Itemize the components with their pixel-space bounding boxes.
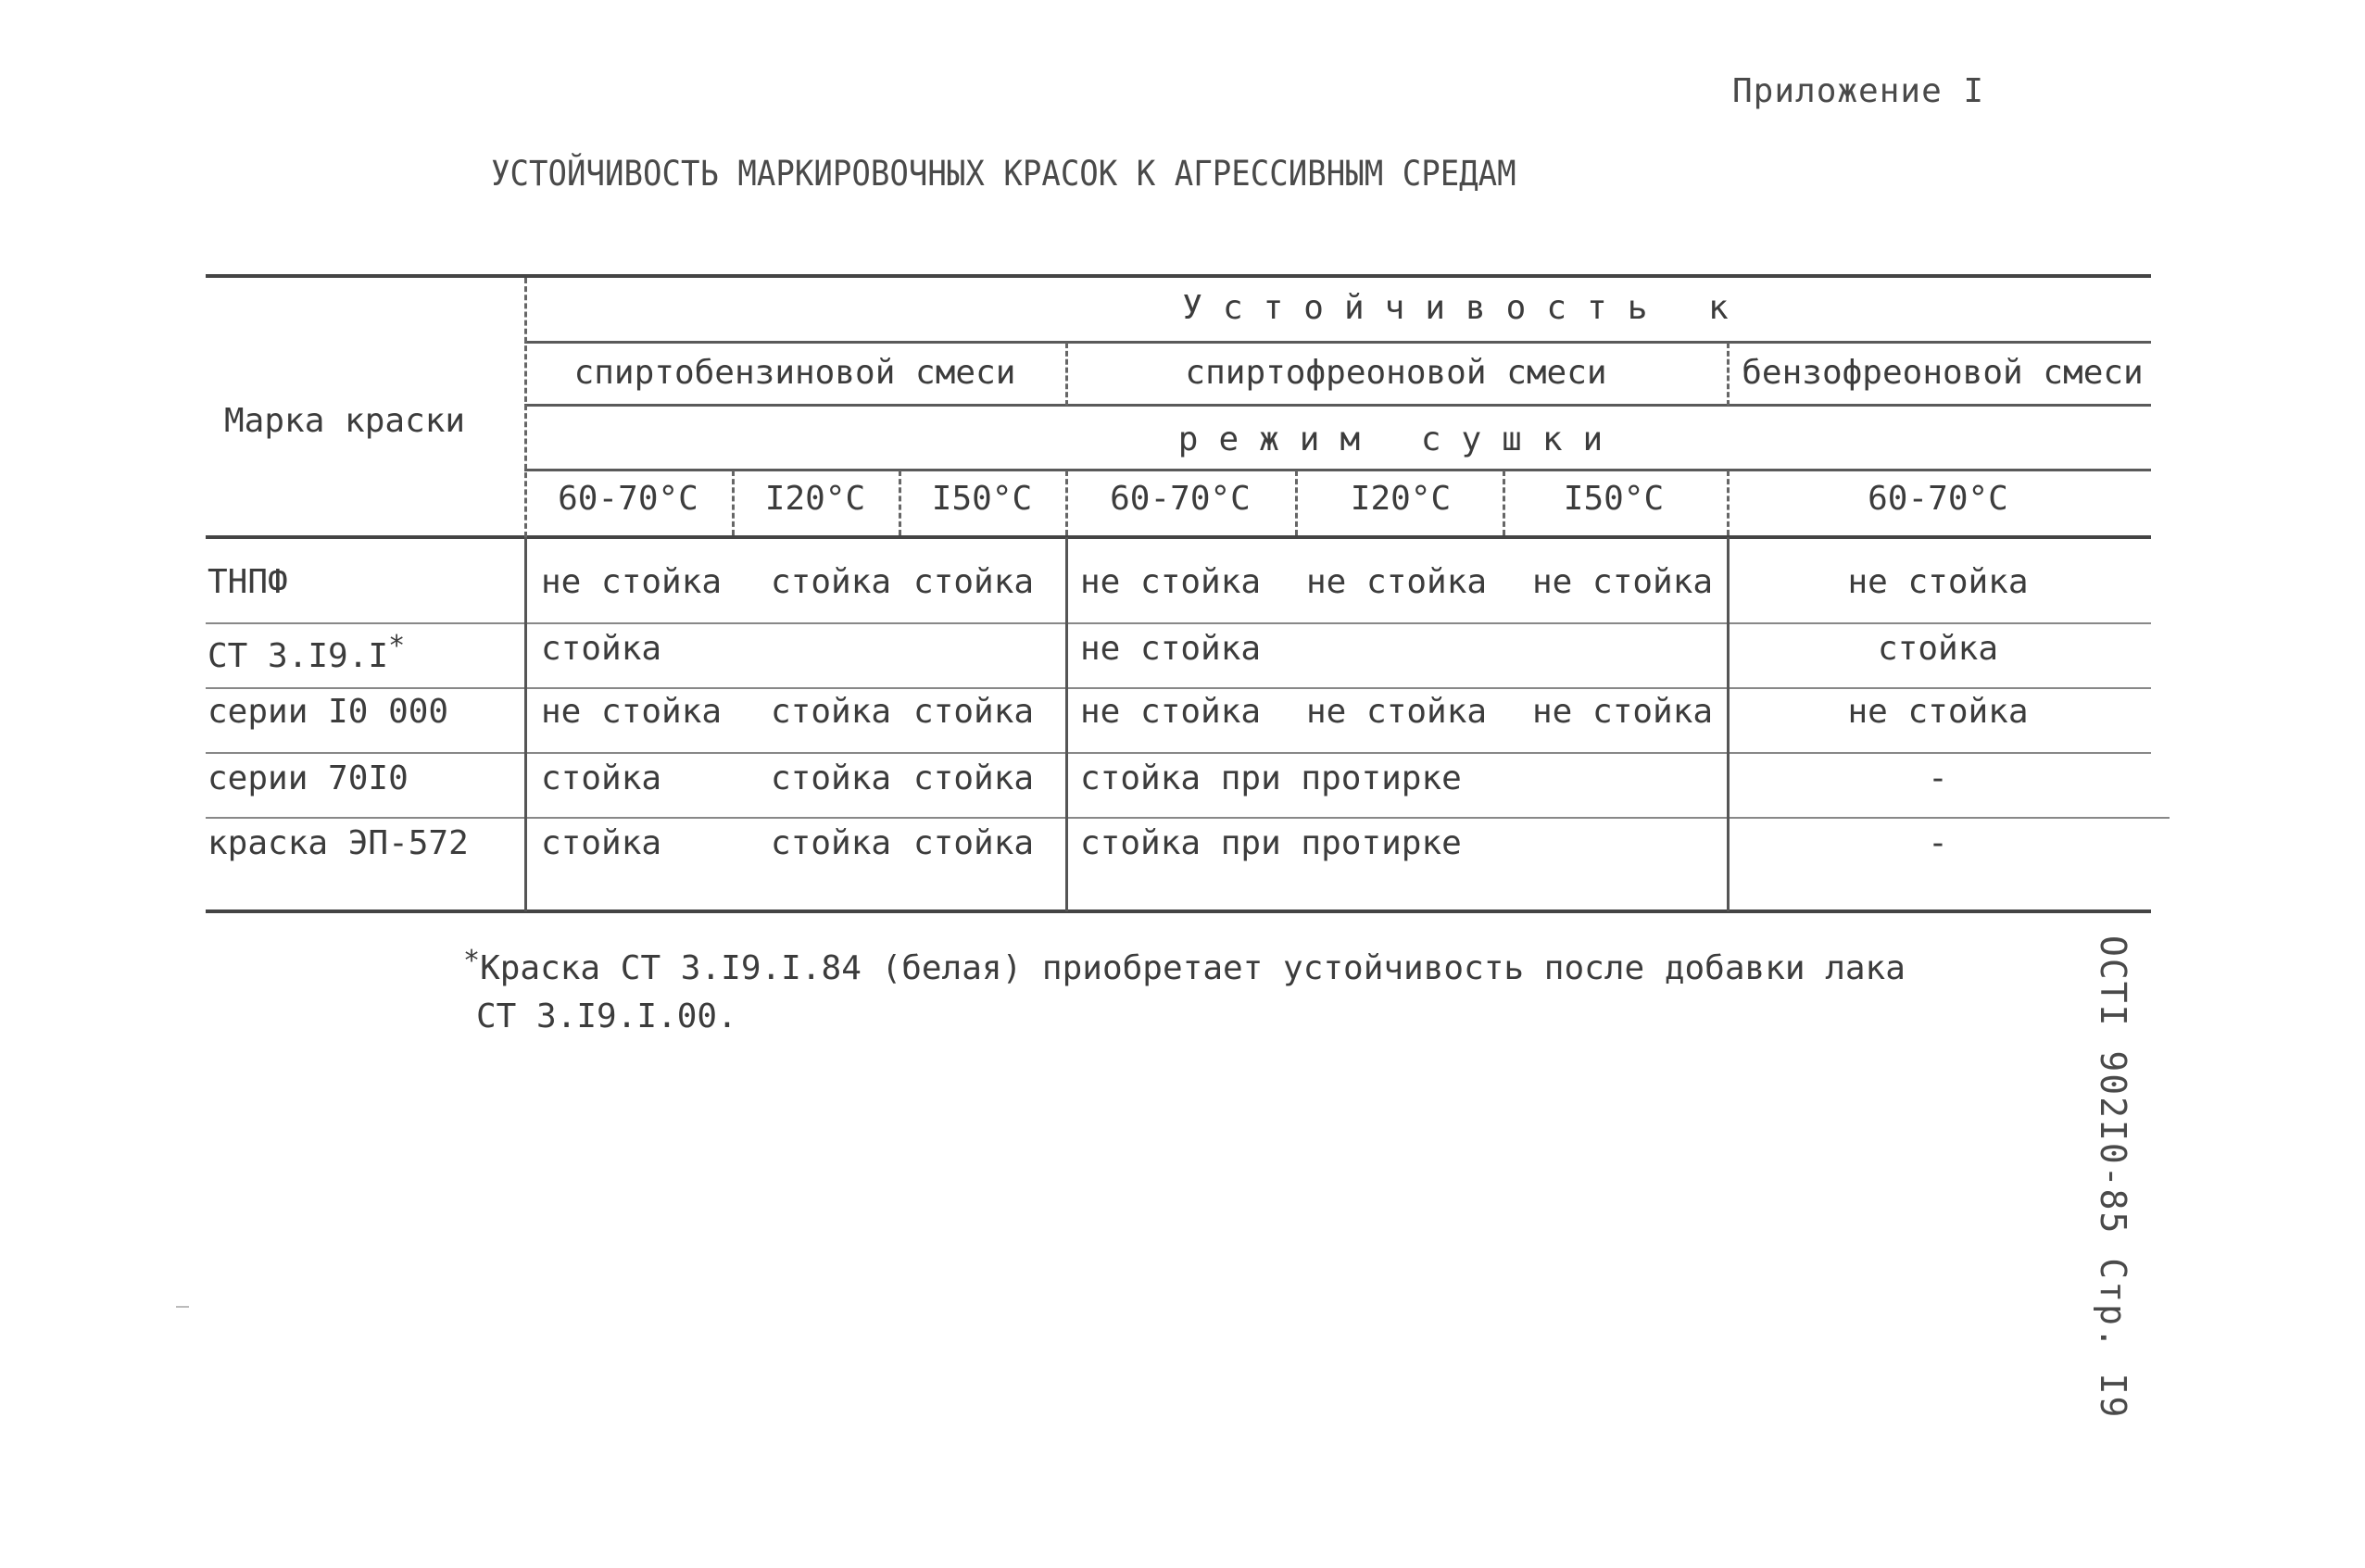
row-rule-4 xyxy=(206,817,2170,819)
temp-6: I50°C xyxy=(1563,480,1665,518)
page-title: УСТОЙЧИВОСТЬ МАРКИРОВОЧНЫХ КРАСОК К АГРЕССИВНЫМ СРЕДАМ xyxy=(491,154,1516,194)
annex-label: Приложение I xyxy=(1732,72,1985,110)
row-cell: стойка xyxy=(913,693,1035,731)
media-header-1: спиртобензиновой смеси xyxy=(573,354,1016,392)
temp-4: 60-70°C xyxy=(1110,480,1251,518)
row-rule-3 xyxy=(206,752,2151,754)
footnote-line-2: СТ 3.I9.I.00. xyxy=(476,997,737,1035)
row-cell: - xyxy=(1928,759,1948,797)
row-cell: стойка при протирке xyxy=(1080,759,1462,797)
temp-1: 60-70°C xyxy=(558,480,698,518)
vrule-media-1 xyxy=(1065,343,1068,406)
row-cell: не стойка xyxy=(1532,693,1714,731)
media-header-2: спиртофреоновой смеси xyxy=(1185,354,1607,392)
rule-under-media xyxy=(524,404,2151,407)
row-cell: не стойка xyxy=(1847,693,2029,731)
row-cell: не стойка xyxy=(541,563,723,601)
group-header: Устойчивость к xyxy=(1182,289,1749,327)
media-header-3: бензофреоновой смеси xyxy=(1742,354,2144,392)
side-document-code: ОСТI 902I0-85 Стр. I9 xyxy=(2093,935,2133,1420)
footnote-mark: * xyxy=(463,945,481,977)
row-cell: не стойка xyxy=(541,693,723,731)
row-cell: не стойка xyxy=(1080,693,1262,731)
scan-artifact xyxy=(176,1306,189,1308)
row-cell: стойка xyxy=(541,630,662,668)
resistance-table xyxy=(206,274,2151,913)
row-cell: стойка xyxy=(913,824,1035,862)
rule-under-group xyxy=(524,341,2151,344)
vrule-name xyxy=(524,537,527,911)
row-cell: - xyxy=(1928,824,1948,862)
vrule-temp-5 xyxy=(1503,470,1505,535)
table-bottom-rule xyxy=(206,909,2151,913)
mode-header: режим сушки xyxy=(1177,420,1624,458)
temp-3: I50°C xyxy=(931,480,1033,518)
row-name: серии I0 000 xyxy=(208,693,449,731)
row-cell: не стойка xyxy=(1532,563,1714,601)
row-cell: стойка xyxy=(541,824,662,862)
footnote-line-1: *Краска СТ 3.I9.I.84 (белая) приобретает устойчивость после добавки лака xyxy=(463,945,1906,987)
temp-2: I20°C xyxy=(764,480,866,518)
row-name: серии 70I0 xyxy=(208,759,409,797)
header-bottom-rule xyxy=(206,535,2151,539)
row-cell: не стойка xyxy=(1080,563,1262,601)
row-cell: стойка xyxy=(771,693,892,731)
vrule-media-2 xyxy=(1727,343,1730,406)
row-rule-1 xyxy=(206,622,2151,624)
row-cell: не стойка xyxy=(1306,693,1488,731)
row-header: Марка краски xyxy=(224,402,466,440)
row-cell: не стойка xyxy=(1847,563,2029,601)
row-cell: стойка xyxy=(913,563,1035,601)
vrule-body-2 xyxy=(1727,537,1730,911)
row-cell: стойка xyxy=(1877,630,1999,668)
row-name: ТНПФ xyxy=(208,563,288,601)
table-top-rule xyxy=(206,274,2151,278)
row-cell: стойка при протирке xyxy=(1080,824,1462,862)
vrule-temp-6 xyxy=(1727,470,1730,535)
temp-5: I20°C xyxy=(1350,480,1452,518)
footnote xyxy=(463,945,1906,1041)
rule-under-mode xyxy=(524,469,2151,471)
row-rule-2 xyxy=(206,687,2151,689)
row-cell: стойка xyxy=(771,563,892,601)
row-name: краска ЭП-572 xyxy=(208,824,469,862)
vrule-temp-1 xyxy=(732,470,735,535)
row-cell: стойка xyxy=(541,759,662,797)
vrule-temp-3 xyxy=(1065,470,1068,535)
row-cell: не стойка xyxy=(1306,563,1488,601)
vrule-body-1 xyxy=(1065,537,1068,911)
vrule-temp-4 xyxy=(1295,470,1298,535)
footnote-mark: * xyxy=(388,630,406,662)
vrule-temp-2 xyxy=(899,470,901,535)
row-cell: стойка xyxy=(771,759,892,797)
row-name: СТ 3.I9.I* xyxy=(208,630,406,675)
temp-7: 60-70°C xyxy=(1868,480,2008,518)
row-cell: стойка xyxy=(771,824,892,862)
row-cell: не стойка xyxy=(1080,630,1262,668)
vrule-header-name xyxy=(524,278,527,537)
row-cell: стойка xyxy=(913,759,1035,797)
